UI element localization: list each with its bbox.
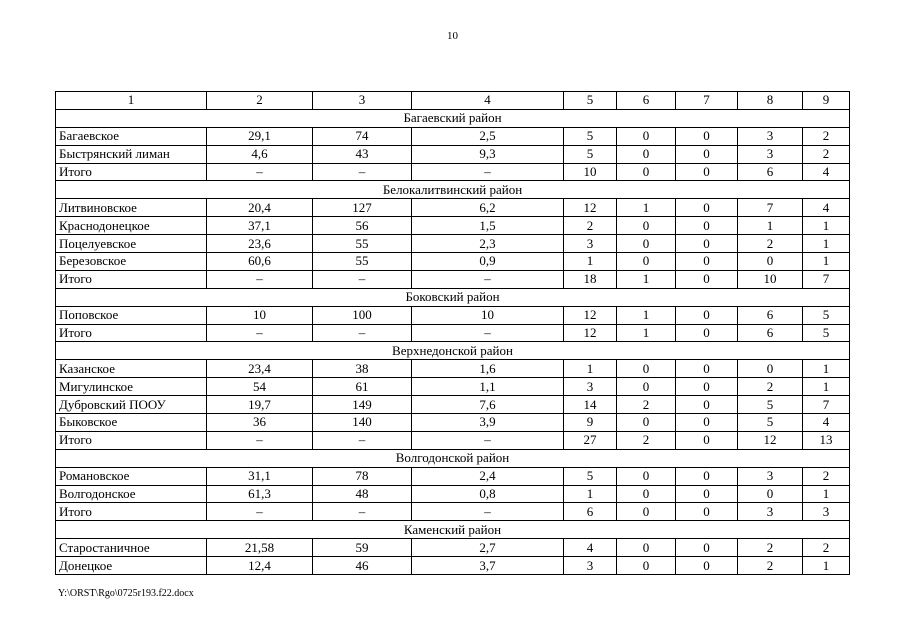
table-cell: 10 <box>207 306 313 324</box>
settlement-name: Литвиновское <box>56 199 207 217</box>
table-cell: 37,1 <box>207 217 313 235</box>
table-cell: 12 <box>738 431 803 449</box>
table-cell: 5 <box>803 306 850 324</box>
table-cell: 0 <box>617 163 676 181</box>
table-row <box>56 270 850 288</box>
table-cell: 12,4 <box>207 557 313 575</box>
table-cell: 60,6 <box>207 253 313 271</box>
table-cell: 2 <box>564 217 617 235</box>
settlement-name: Быстрянский лиман <box>56 145 207 163</box>
settlement-name: Донецкое <box>56 557 207 575</box>
table-cell: – <box>207 270 313 288</box>
column-header: 4 <box>412 92 564 110</box>
table-cell: – <box>207 431 313 449</box>
table-cell: 6 <box>738 163 803 181</box>
settlement-name: Итого <box>56 431 207 449</box>
table-cell: 1 <box>617 306 676 324</box>
table-cell: 2 <box>738 378 803 396</box>
table-cell: 2 <box>738 235 803 253</box>
table-cell: 0 <box>676 557 738 575</box>
table-cell: 2 <box>738 557 803 575</box>
table-row <box>56 163 850 181</box>
table-row <box>56 557 850 575</box>
table-cell: 2,3 <box>412 235 564 253</box>
table-row <box>56 431 850 449</box>
table-cell: 3 <box>738 467 803 485</box>
table-cell: 1 <box>617 324 676 342</box>
table-cell: 1 <box>803 485 850 503</box>
table-cell: 46 <box>313 557 412 575</box>
settlement-name: Дубровский ПООУ <box>56 396 207 414</box>
column-header: 8 <box>738 92 803 110</box>
table-cell: 3 <box>738 127 803 145</box>
table-cell: 100 <box>313 306 412 324</box>
table-cell: 12 <box>564 324 617 342</box>
table-cell: 1 <box>564 253 617 271</box>
table-cell: 5 <box>564 127 617 145</box>
table-cell: 59 <box>313 539 412 557</box>
district-row <box>56 521 850 539</box>
table-cell: 5 <box>803 324 850 342</box>
table-row <box>56 396 850 414</box>
table-cell: 6,2 <box>412 199 564 217</box>
table-cell: 0 <box>617 378 676 396</box>
table-cell: 14 <box>564 396 617 414</box>
table-cell: 1 <box>803 360 850 378</box>
table-cell: 55 <box>313 235 412 253</box>
table-cell: 0 <box>617 467 676 485</box>
table-cell: 0 <box>676 145 738 163</box>
table-cell: 0 <box>676 539 738 557</box>
table-cell: 0 <box>676 503 738 521</box>
table-cell: 18 <box>564 270 617 288</box>
table-cell: 149 <box>313 396 412 414</box>
table-row <box>56 378 850 396</box>
table-cell: 1 <box>564 485 617 503</box>
table-row <box>56 503 850 521</box>
table-cell: 1 <box>803 235 850 253</box>
column-header: 1 <box>56 92 207 110</box>
table-row <box>56 235 850 253</box>
table-cell: 2,4 <box>412 467 564 485</box>
district-name: Каменский район <box>56 521 850 539</box>
table-cell: 0 <box>676 467 738 485</box>
column-header: 6 <box>617 92 676 110</box>
table-cell: 4 <box>564 539 617 557</box>
table-row <box>56 217 850 235</box>
table-cell: 1 <box>803 557 850 575</box>
column-header: 2 <box>207 92 313 110</box>
table-cell: 61 <box>313 378 412 396</box>
table-cell: 10 <box>738 270 803 288</box>
table-cell: 7 <box>803 396 850 414</box>
table-cell: 74 <box>313 127 412 145</box>
table-row <box>56 485 850 503</box>
table-cell: 0 <box>676 431 738 449</box>
table-cell: 1 <box>564 360 617 378</box>
table-cell: 5 <box>564 467 617 485</box>
table-row <box>56 199 850 217</box>
settlement-name: Старостаничное <box>56 539 207 557</box>
table-row <box>56 414 850 432</box>
table-row <box>56 539 850 557</box>
table-cell: 7,6 <box>412 396 564 414</box>
table-cell: 0 <box>676 270 738 288</box>
settlement-name: Итого <box>56 324 207 342</box>
table-cell: 0 <box>617 235 676 253</box>
table-cell: 4 <box>803 163 850 181</box>
table-cell: 48 <box>313 485 412 503</box>
table-cell: – <box>313 270 412 288</box>
settlement-name: Поцелуевское <box>56 235 207 253</box>
settlement-name: Итого <box>56 163 207 181</box>
table-cell: 2 <box>617 396 676 414</box>
table-cell: 0 <box>617 253 676 271</box>
table-cell: 4 <box>803 414 850 432</box>
table-cell: 2 <box>617 431 676 449</box>
table-cell: 7 <box>803 270 850 288</box>
table-cell: 5 <box>738 414 803 432</box>
table-cell: 0 <box>738 253 803 271</box>
table-cell: 2,5 <box>412 127 564 145</box>
table-cell: 0 <box>617 557 676 575</box>
table-cell: 140 <box>313 414 412 432</box>
table-cell: 5 <box>738 396 803 414</box>
table-cell: 0 <box>617 127 676 145</box>
table-cell: 13 <box>803 431 850 449</box>
district-row <box>56 449 850 467</box>
table-cell: 4,6 <box>207 145 313 163</box>
table-cell: 78 <box>313 467 412 485</box>
table-cell: 2 <box>803 467 850 485</box>
district-name: Верхнедонской район <box>56 342 850 360</box>
table-cell: – <box>313 431 412 449</box>
table-cell: 3,9 <box>412 414 564 432</box>
table-cell: 0 <box>676 199 738 217</box>
table-cell: 5 <box>564 145 617 163</box>
header-row <box>56 92 850 110</box>
table-cell: – <box>412 270 564 288</box>
table-cell: 2 <box>803 127 850 145</box>
table-cell: 3 <box>564 378 617 396</box>
table-cell: 36 <box>207 414 313 432</box>
table-cell: 55 <box>313 253 412 271</box>
district-name: Белокалитвинский район <box>56 181 850 199</box>
table-row <box>56 145 850 163</box>
table-cell: 0 <box>676 306 738 324</box>
district-row <box>56 342 850 360</box>
table-cell: – <box>313 163 412 181</box>
table-cell: 0,9 <box>412 253 564 271</box>
table-cell: 1 <box>617 270 676 288</box>
table-cell: 0 <box>676 217 738 235</box>
settlement-name: Итого <box>56 270 207 288</box>
table-cell: 23,6 <box>207 235 313 253</box>
table-cell: 0 <box>738 485 803 503</box>
table-cell: 9,3 <box>412 145 564 163</box>
table-row <box>56 360 850 378</box>
table-cell: 2 <box>738 539 803 557</box>
data-table <box>55 91 850 575</box>
table-cell: 1 <box>617 199 676 217</box>
table-row <box>56 324 850 342</box>
table-cell: 56 <box>313 217 412 235</box>
table-cell: 6 <box>738 306 803 324</box>
table-cell: 0 <box>617 414 676 432</box>
settlement-name: Волгодонское <box>56 485 207 503</box>
table-cell: 9 <box>564 414 617 432</box>
table-cell: 31,1 <box>207 467 313 485</box>
table-cell: 0 <box>676 163 738 181</box>
table-cell: 1 <box>738 217 803 235</box>
column-header: 3 <box>313 92 412 110</box>
table-cell: 10 <box>564 163 617 181</box>
settlement-name: Поповское <box>56 306 207 324</box>
table-cell: – <box>313 324 412 342</box>
district-row <box>56 109 850 127</box>
table-cell: 2,7 <box>412 539 564 557</box>
table-cell: 12 <box>564 306 617 324</box>
table-cell: 4 <box>803 199 850 217</box>
table-cell: 0 <box>676 127 738 145</box>
table-cell: 6 <box>738 324 803 342</box>
table-cell: 0 <box>676 485 738 503</box>
settlement-name: Мигулинское <box>56 378 207 396</box>
settlement-name: Итого <box>56 503 207 521</box>
table-cell: 0 <box>676 235 738 253</box>
table-cell: 0 <box>676 360 738 378</box>
table-cell: 0 <box>676 378 738 396</box>
table-cell: 1,1 <box>412 378 564 396</box>
table-cell: 3,7 <box>412 557 564 575</box>
settlement-name: Березовское <box>56 253 207 271</box>
table-row <box>56 127 850 145</box>
table-row <box>56 253 850 271</box>
table-cell: 21,58 <box>207 539 313 557</box>
table-cell: 1 <box>803 253 850 271</box>
table-cell: 0 <box>617 360 676 378</box>
table-cell: 1 <box>803 217 850 235</box>
table-cell: 19,7 <box>207 396 313 414</box>
table-cell: 0 <box>676 324 738 342</box>
table-cell: 3 <box>803 503 850 521</box>
settlement-name: Быковское <box>56 414 207 432</box>
district-row <box>56 288 850 306</box>
table-cell: 0 <box>676 253 738 271</box>
table-cell: 2 <box>803 145 850 163</box>
district-name: Боковский район <box>56 288 850 306</box>
table-cell: 54 <box>207 378 313 396</box>
table-cell: 3 <box>738 145 803 163</box>
settlement-name: Казанское <box>56 360 207 378</box>
table-cell: – <box>412 163 564 181</box>
table-cell: 10 <box>412 306 564 324</box>
district-name: Волгодонской район <box>56 449 850 467</box>
table-cell: – <box>207 324 313 342</box>
table-cell: – <box>412 324 564 342</box>
table-cell: – <box>412 431 564 449</box>
table-cell: 0 <box>676 396 738 414</box>
table-cell: 0 <box>617 503 676 521</box>
table-cell: 1,6 <box>412 360 564 378</box>
table-cell: 6 <box>564 503 617 521</box>
table-cell: 12 <box>564 199 617 217</box>
table-cell: 43 <box>313 145 412 163</box>
table-cell: – <box>313 503 412 521</box>
table-cell: 2 <box>803 539 850 557</box>
table-cell: 0 <box>676 414 738 432</box>
table-cell: 7 <box>738 199 803 217</box>
table-cell: 0 <box>617 217 676 235</box>
table-cell: 3 <box>564 557 617 575</box>
footer-file-path: Y:\ORST\Rgo\0725r193.f22.docx <box>58 588 194 599</box>
table-cell: 61,3 <box>207 485 313 503</box>
table-body <box>56 92 850 575</box>
table-cell: 0 <box>617 145 676 163</box>
table-cell: – <box>412 503 564 521</box>
table-cell: 0 <box>738 360 803 378</box>
column-header: 7 <box>676 92 738 110</box>
settlement-name: Краснодонецкое <box>56 217 207 235</box>
table-cell: 1 <box>803 378 850 396</box>
table-row <box>56 467 850 485</box>
table-cell: 3 <box>564 235 617 253</box>
settlement-name: Романовское <box>56 467 207 485</box>
table-cell: 1,5 <box>412 217 564 235</box>
table-cell: 23,4 <box>207 360 313 378</box>
column-header: 9 <box>803 92 850 110</box>
page-number: 10 <box>447 30 458 42</box>
table-cell: 127 <box>313 199 412 217</box>
table-cell: 0,8 <box>412 485 564 503</box>
district-row <box>56 181 850 199</box>
table-cell: 0 <box>617 485 676 503</box>
table-cell: 3 <box>738 503 803 521</box>
table-cell: 20,4 <box>207 199 313 217</box>
table-cell: 27 <box>564 431 617 449</box>
district-name: Багаевский район <box>56 109 850 127</box>
table-cell: 0 <box>617 539 676 557</box>
table-cell: – <box>207 503 313 521</box>
column-header: 5 <box>564 92 617 110</box>
table-row <box>56 306 850 324</box>
table-cell: – <box>207 163 313 181</box>
settlement-name: Багаевское <box>56 127 207 145</box>
table-cell: 29,1 <box>207 127 313 145</box>
table-cell: 38 <box>313 360 412 378</box>
